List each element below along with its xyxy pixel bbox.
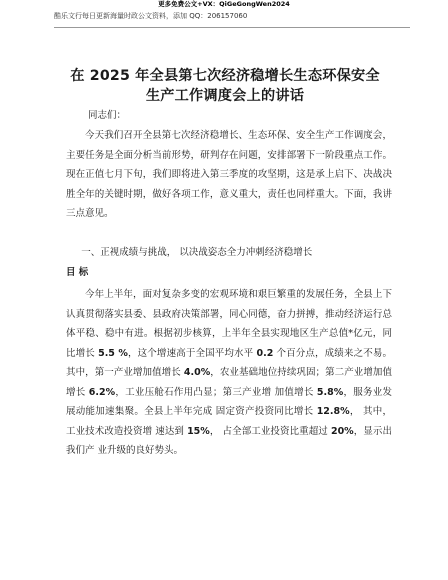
section-1-heading-end: 目 标: [66, 266, 89, 278]
gdp-growth-value: 5.5 %: [98, 347, 128, 359]
tertiary-industry-value: 5.8%: [316, 386, 344, 398]
investment-growth-value: 12.8%: [316, 406, 350, 417]
promo-subline: 酷乐文行每日更新海量时政公文资料，添加 QQ：206157060: [54, 12, 248, 20]
para-text: 今年上半年，面对复杂多变的宏观环境和艰巨繁重的发展任务，全县上下认真贯彻落实县委、县政府决策部署，同心同德，奋力拼搏，推动经济运行总体平稳、稳中有进。根据初步核算，上半年全县实现地区生产总值*亿元，同比增长: [66, 289, 392, 359]
para-text: ， 其中，工业技术改造投资增 速达到: [66, 406, 392, 437]
para-text: ，服务业发展动能加速集聚。全县上半年完成 固定资产投资同比增长: [66, 386, 392, 417]
para-text: 个百分点，成绩来之不易。其中，第一产业增加值增长: [66, 347, 392, 378]
title-line-1: 在 2025 年全县第七次经济稳增长生态环保安全: [70, 68, 380, 84]
promo-banner: 更多免费公文+VX：QiGeGongWen2024: [158, 0, 290, 8]
primary-industry-value: 4.0%: [183, 367, 211, 378]
para-text: ， 占全部工业投资比重超过: [209, 425, 331, 437]
tech-upgrade-value: 15%: [187, 425, 210, 437]
secondary-industry-value: 6.2%: [88, 386, 116, 398]
greeting: [88, 106, 288, 126]
header-divider: [54, 27, 410, 28]
above-national-value: 0.2: [256, 347, 274, 359]
para-text: ，这个增速高于全国平均水平: [127, 347, 257, 359]
para-text: ，农业基础地位持续巩固；第二产业增加值增长: [66, 367, 392, 398]
document-title: [40, 66, 410, 106]
economy-paragraph: [66, 285, 392, 461]
greeting-text: 同志们：: [88, 110, 127, 121]
intro-paragraph: [66, 126, 392, 224]
title-line-2: 生产工作调度会上的讲话: [145, 88, 305, 104]
intro-text: 今天我们召开全县第七次经济稳增长、生态环保、安全生产工作调度会，主要任务是全面分析当前形势，研判存在问题，安排部署下一阶段重点工作。现在正值七月下旬，我们即将进入第三季度的攻坚期，这是承上启下、决战决胜全年的关键时期，做好各项工作，意义重大，责任也同样重大。下面，我讲三点意见。: [66, 130, 392, 219]
investment-share-value: 20%: [330, 425, 354, 437]
section-1-heading-text: 一、正视成绩与挑战， 以决战姿态全力冲刺经济稳增长: [81, 247, 313, 258]
section-1-heading: [66, 243, 392, 282]
para-text: ，显示出我们产 业升级的良好势头。: [66, 425, 392, 456]
para-text: ，工业压舱石作用凸显；第三产业增 加值增长: [115, 386, 317, 398]
